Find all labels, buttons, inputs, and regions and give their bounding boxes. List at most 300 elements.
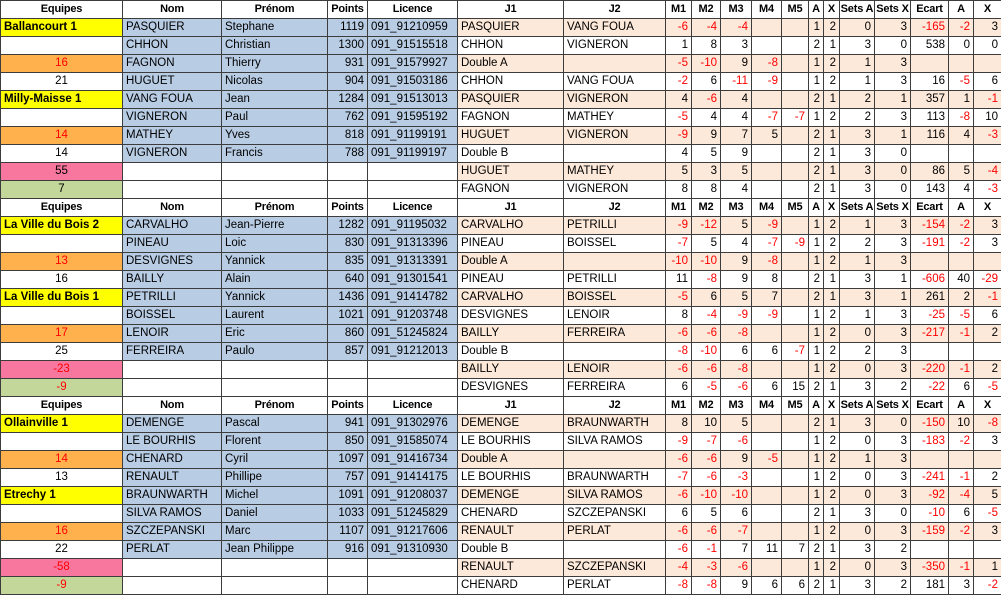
points-cell[interactable]: 1107 — [328, 523, 368, 541]
ecart-a-cell[interactable] — [949, 343, 974, 361]
m2-cell[interactable]: 6 — [692, 289, 721, 307]
m4-cell[interactable] — [752, 91, 782, 109]
sets-a-cell[interactable]: 3 — [840, 541, 875, 559]
prenom-cell[interactable]: Francis — [222, 145, 328, 163]
m1-cell[interactable]: -5 — [666, 289, 692, 307]
sets-x-cell[interactable]: 3 — [875, 487, 911, 505]
m1-cell[interactable]: -7 — [666, 469, 692, 487]
points-cell[interactable]: 1091 — [328, 487, 368, 505]
match-x-cell[interactable]: 2 — [824, 217, 840, 235]
points-cell[interactable]: 1021 — [328, 307, 368, 325]
points-cell[interactable]: 788 — [328, 145, 368, 163]
m3-cell[interactable]: -6 — [721, 559, 752, 577]
column-header-m3[interactable]: M3 — [721, 397, 752, 415]
column-header-a[interactable]: A — [809, 1, 824, 19]
points-cell[interactable]: 1033 — [328, 505, 368, 523]
points-cell[interactable]: 757 — [328, 469, 368, 487]
j1-cell[interactable]: Double B — [458, 541, 564, 559]
licence-cell[interactable]: 091_91313396 — [368, 235, 458, 253]
ecart-x-cell[interactable]: 2 — [974, 325, 1001, 343]
j1-cell[interactable]: CHENARD — [458, 505, 564, 523]
m5-cell[interactable] — [782, 469, 809, 487]
prenom-cell[interactable]: Yannick — [222, 253, 328, 271]
m2-cell[interactable]: 5 — [692, 145, 721, 163]
m1-cell[interactable]: 5 — [666, 163, 692, 181]
column-header-j2[interactable]: J2 — [564, 397, 666, 415]
j2-cell[interactable]: LENOIR — [564, 307, 666, 325]
ecart-x-cell[interactable]: 3 — [974, 217, 1001, 235]
ecart-a-cell[interactable]: 1 — [949, 91, 974, 109]
equipe-cell[interactable]: 7 — [1, 181, 123, 199]
points-cell[interactable]: 1282 — [328, 217, 368, 235]
j1-cell[interactable]: BAILLY — [458, 361, 564, 379]
m2-cell[interactable]: -6 — [692, 469, 721, 487]
ecart-cell[interactable] — [911, 451, 949, 469]
j1-cell[interactable]: CHHON — [458, 73, 564, 91]
j1-cell[interactable]: BAILLY — [458, 325, 564, 343]
licence-cell[interactable]: 091_91302976 — [368, 415, 458, 433]
match-x-cell[interactable]: 2 — [824, 469, 840, 487]
m3-cell[interactable]: -6 — [721, 379, 752, 397]
m5-cell[interactable] — [782, 325, 809, 343]
sets-a-cell[interactable]: 2 — [840, 109, 875, 127]
match-x-cell[interactable]: 1 — [824, 289, 840, 307]
ecart-cell[interactable]: -191 — [911, 235, 949, 253]
sets-a-cell[interactable]: 2 — [840, 91, 875, 109]
m5-cell[interactable] — [782, 127, 809, 145]
m4-cell[interactable] — [752, 37, 782, 55]
m2-cell[interactable]: -4 — [692, 19, 721, 37]
equipe-cell[interactable] — [1, 235, 123, 253]
j1-cell[interactable]: PASQUIER — [458, 91, 564, 109]
m3-cell[interactable]: 6 — [721, 343, 752, 361]
m4-cell[interactable]: 6 — [752, 379, 782, 397]
nom-cell[interactable]: MATHEY — [123, 127, 222, 145]
ecart-cell[interactable]: -159 — [911, 523, 949, 541]
m4-cell[interactable]: 5 — [752, 127, 782, 145]
match-a-cell[interactable]: 2 — [809, 127, 824, 145]
prenom-cell[interactable]: Paulo — [222, 343, 328, 361]
equipe-cell[interactable] — [1, 109, 123, 127]
match-a-cell[interactable]: 2 — [809, 379, 824, 397]
j1-cell[interactable]: FAGNON — [458, 109, 564, 127]
ecart-x-cell[interactable] — [974, 451, 1001, 469]
ecart-cell[interactable]: 538 — [911, 37, 949, 55]
ecart-x-cell[interactable] — [974, 145, 1001, 163]
equipe-cell[interactable]: -58 — [1, 559, 123, 577]
ecart-cell[interactable]: -350 — [911, 559, 949, 577]
ecart-cell[interactable]: 116 — [911, 127, 949, 145]
match-a-cell[interactable]: 1 — [809, 487, 824, 505]
points-cell[interactable]: 830 — [328, 235, 368, 253]
points-cell[interactable]: 1300 — [328, 37, 368, 55]
j1-cell[interactable]: CHENARD — [458, 577, 564, 595]
m1-cell[interactable]: 1 — [666, 37, 692, 55]
sets-x-cell[interactable]: 3 — [875, 235, 911, 253]
equipe-cell[interactable]: 17 — [1, 325, 123, 343]
m4-cell[interactable] — [752, 487, 782, 505]
points-cell[interactable]: 640 — [328, 271, 368, 289]
j2-cell[interactable]: VIGNERON — [564, 37, 666, 55]
licence-cell[interactable]: 091_91313391 — [368, 253, 458, 271]
match-x-cell[interactable]: 2 — [824, 325, 840, 343]
prenom-cell[interactable]: Jean Philippe — [222, 541, 328, 559]
ecart-x-cell[interactable]: 2 — [974, 361, 1001, 379]
column-header-licence[interactable]: Licence — [368, 199, 458, 217]
points-cell[interactable]: 857 — [328, 343, 368, 361]
points-cell[interactable]: 818 — [328, 127, 368, 145]
m5-cell[interactable] — [782, 217, 809, 235]
ecart-cell[interactable]: 143 — [911, 181, 949, 199]
licence-cell[interactable]: 091_51245829 — [368, 505, 458, 523]
column-header-m5[interactable]: M5 — [782, 199, 809, 217]
sets-a-cell[interactable]: 0 — [840, 433, 875, 451]
licence-cell[interactable] — [368, 361, 458, 379]
nom-cell[interactable]: LE BOURHIS — [123, 433, 222, 451]
equipe-cell[interactable]: 16 — [1, 271, 123, 289]
m4-cell[interactable]: -7 — [752, 109, 782, 127]
m4-cell[interactable]: -9 — [752, 73, 782, 91]
ecart-a-cell[interactable]: 2 — [949, 289, 974, 307]
prenom-cell[interactable]: Cyril — [222, 451, 328, 469]
match-x-cell[interactable]: 2 — [824, 253, 840, 271]
match-a-cell[interactable]: 2 — [809, 505, 824, 523]
ecart-x-cell[interactable]: -5 — [974, 379, 1001, 397]
ecart-cell[interactable]: -220 — [911, 361, 949, 379]
m2-cell[interactable]: 10 — [692, 415, 721, 433]
prenom-cell[interactable]: Yves — [222, 127, 328, 145]
j1-cell[interactable]: Double A — [458, 55, 564, 73]
sets-a-cell[interactable]: 0 — [840, 559, 875, 577]
match-a-cell[interactable]: 2 — [809, 37, 824, 55]
sets-x-cell[interactable]: 2 — [875, 379, 911, 397]
j1-cell[interactable]: DEMENGE — [458, 415, 564, 433]
column-header-m5[interactable]: M5 — [782, 1, 809, 19]
m3-cell[interactable]: -10 — [721, 487, 752, 505]
match-x-cell[interactable]: 2 — [824, 487, 840, 505]
match-x-cell[interactable]: 2 — [824, 55, 840, 73]
points-cell[interactable]: 916 — [328, 541, 368, 559]
m2-cell[interactable]: -6 — [692, 91, 721, 109]
match-x-cell[interactable]: 1 — [824, 505, 840, 523]
m1-cell[interactable]: -6 — [666, 325, 692, 343]
prenom-cell[interactable]: Florent — [222, 433, 328, 451]
m5-cell[interactable] — [782, 505, 809, 523]
match-x-cell[interactable]: 2 — [824, 361, 840, 379]
column-header-ecart-x[interactable]: X — [974, 1, 1001, 19]
equipe-cell[interactable] — [1, 37, 123, 55]
column-header-x[interactable]: X — [824, 397, 840, 415]
j2-cell[interactable] — [564, 253, 666, 271]
match-a-cell[interactable]: 1 — [809, 235, 824, 253]
j2-cell[interactable]: VIGNERON — [564, 181, 666, 199]
j2-cell[interactable]: SILVA RAMOS — [564, 487, 666, 505]
j1-cell[interactable]: Double A — [458, 451, 564, 469]
prenom-cell[interactable]: Phillipe — [222, 469, 328, 487]
sets-a-cell[interactable]: 3 — [840, 577, 875, 595]
m1-cell[interactable]: -8 — [666, 577, 692, 595]
points-cell[interactable]: 1119 — [328, 19, 368, 37]
m2-cell[interactable]: 8 — [692, 37, 721, 55]
m3-cell[interactable]: -9 — [721, 307, 752, 325]
nom-cell[interactable]: CHENARD — [123, 451, 222, 469]
j2-cell[interactable]: SZCZEPANSKI — [564, 505, 666, 523]
ecart-a-cell[interactable]: -1 — [949, 361, 974, 379]
column-header-nom[interactable]: Nom — [123, 1, 222, 19]
m3-cell[interactable]: 3 — [721, 37, 752, 55]
sets-x-cell[interactable]: 2 — [875, 541, 911, 559]
m5-cell[interactable] — [782, 307, 809, 325]
m2-cell[interactable]: -5 — [692, 379, 721, 397]
ecart-cell[interactable]: -92 — [911, 487, 949, 505]
column-header-m2[interactable]: M2 — [692, 1, 721, 19]
j1-cell[interactable]: CARVALHO — [458, 217, 564, 235]
nom-cell[interactable]: BOISSEL — [123, 307, 222, 325]
ecart-x-cell[interactable]: -1 — [974, 289, 1001, 307]
ecart-x-cell[interactable] — [974, 541, 1001, 559]
licence-cell[interactable]: 091_91515518 — [368, 37, 458, 55]
match-a-cell[interactable]: 1 — [809, 217, 824, 235]
j1-cell[interactable]: PINEAU — [458, 235, 564, 253]
points-cell[interactable] — [328, 163, 368, 181]
match-a-cell[interactable]: 2 — [809, 91, 824, 109]
m1-cell[interactable]: -6 — [666, 541, 692, 559]
ecart-x-cell[interactable]: 0 — [974, 37, 1001, 55]
ecart-a-cell[interactable]: -2 — [949, 433, 974, 451]
match-x-cell[interactable]: 1 — [824, 127, 840, 145]
ecart-a-cell[interactable] — [949, 55, 974, 73]
m1-cell[interactable]: -9 — [666, 217, 692, 235]
j2-cell[interactable] — [564, 451, 666, 469]
m3-cell[interactable]: -8 — [721, 361, 752, 379]
column-header-ecart[interactable]: Ecart — [911, 397, 949, 415]
m3-cell[interactable]: 9 — [721, 451, 752, 469]
m3-cell[interactable]: 5 — [721, 289, 752, 307]
m4-cell[interactable] — [752, 325, 782, 343]
ecart-cell[interactable]: 113 — [911, 109, 949, 127]
m1-cell[interactable]: 8 — [666, 415, 692, 433]
equipe-cell[interactable]: 25 — [1, 343, 123, 361]
j2-cell[interactable]: VANG FOUA — [564, 19, 666, 37]
m2-cell[interactable]: -10 — [692, 487, 721, 505]
m1-cell[interactable]: -10 — [666, 253, 692, 271]
m4-cell[interactable] — [752, 469, 782, 487]
j1-cell[interactable]: DESVIGNES — [458, 307, 564, 325]
m2-cell[interactable]: -6 — [692, 523, 721, 541]
nom-cell[interactable]: CARVALHO — [123, 217, 222, 235]
column-header-ecart[interactable]: Ecart — [911, 199, 949, 217]
match-x-cell[interactable]: 2 — [824, 523, 840, 541]
prenom-cell[interactable] — [222, 163, 328, 181]
prenom-cell[interactable] — [222, 361, 328, 379]
match-a-cell[interactable]: 2 — [809, 181, 824, 199]
j2-cell[interactable]: SZCZEPANSKI — [564, 559, 666, 577]
ecart-x-cell[interactable] — [974, 343, 1001, 361]
equipe-cell[interactable]: 21 — [1, 73, 123, 91]
nom-cell[interactable]: RENAULT — [123, 469, 222, 487]
points-cell[interactable]: 860 — [328, 325, 368, 343]
ecart-x-cell[interactable]: 5 — [974, 487, 1001, 505]
m2-cell[interactable]: -7 — [692, 433, 721, 451]
m4-cell[interactable] — [752, 361, 782, 379]
match-x-cell[interactable]: 2 — [824, 559, 840, 577]
m1-cell[interactable]: 6 — [666, 505, 692, 523]
match-a-cell[interactable]: 1 — [809, 343, 824, 361]
column-header-sets-a[interactable]: Sets A — [840, 397, 875, 415]
points-cell[interactable] — [328, 559, 368, 577]
column-header-ecart-x[interactable]: X — [974, 199, 1001, 217]
prenom-cell[interactable]: Jean — [222, 91, 328, 109]
m4-cell[interactable]: 8 — [752, 271, 782, 289]
sets-a-cell[interactable]: 3 — [840, 289, 875, 307]
column-header-ecart-a[interactable]: A — [949, 397, 974, 415]
column-header-x[interactable]: X — [824, 1, 840, 19]
match-a-cell[interactable]: 2 — [809, 163, 824, 181]
m1-cell[interactable]: -6 — [666, 361, 692, 379]
m3-cell[interactable]: -7 — [721, 523, 752, 541]
m2-cell[interactable]: 4 — [692, 109, 721, 127]
m4-cell[interactable]: -8 — [752, 55, 782, 73]
nom-cell[interactable]: DESVIGNES — [123, 253, 222, 271]
ecart-cell[interactable]: -154 — [911, 217, 949, 235]
column-header-a[interactable]: A — [809, 397, 824, 415]
column-header-j1[interactable]: J1 — [458, 1, 564, 19]
sets-a-cell[interactable]: 3 — [840, 37, 875, 55]
sets-x-cell[interactable]: 0 — [875, 37, 911, 55]
nom-cell[interactable]: BAILLY — [123, 271, 222, 289]
match-x-cell[interactable]: 1 — [824, 163, 840, 181]
m2-cell[interactable]: -8 — [692, 271, 721, 289]
match-a-cell[interactable]: 1 — [809, 361, 824, 379]
m1-cell[interactable]: -9 — [666, 433, 692, 451]
ecart-cell[interactable]: -150 — [911, 415, 949, 433]
m2-cell[interactable]: 5 — [692, 235, 721, 253]
m5-cell[interactable]: -7 — [782, 343, 809, 361]
m1-cell[interactable]: -6 — [666, 487, 692, 505]
column-header-j1[interactable]: J1 — [458, 199, 564, 217]
m2-cell[interactable]: 6 — [692, 73, 721, 91]
equipe-cell[interactable]: 14 — [1, 145, 123, 163]
prenom-cell[interactable]: Laurent — [222, 307, 328, 325]
equipe-cell[interactable]: La Ville du Bois 2 — [1, 217, 123, 235]
points-cell[interactable]: 931 — [328, 55, 368, 73]
sets-x-cell[interactable]: 1 — [875, 271, 911, 289]
nom-cell[interactable] — [123, 163, 222, 181]
j1-cell[interactable]: HUGUET — [458, 127, 564, 145]
ecart-a-cell[interactable] — [949, 253, 974, 271]
m5-cell[interactable] — [782, 487, 809, 505]
m3-cell[interactable]: 4 — [721, 181, 752, 199]
j1-cell[interactable]: PASQUIER — [458, 19, 564, 37]
prenom-cell[interactable]: Jean-Pierre — [222, 217, 328, 235]
m3-cell[interactable]: 9 — [721, 577, 752, 595]
licence-cell[interactable]: 091_91595192 — [368, 109, 458, 127]
licence-cell[interactable]: 091_91199191 — [368, 127, 458, 145]
nom-cell[interactable]: CHHON — [123, 37, 222, 55]
licence-cell[interactable] — [368, 181, 458, 199]
sets-x-cell[interactable]: 2 — [875, 577, 911, 595]
sets-a-cell[interactable]: 3 — [840, 127, 875, 145]
column-header-j2[interactable]: J2 — [564, 199, 666, 217]
match-a-cell[interactable]: 2 — [809, 289, 824, 307]
prenom-cell[interactable] — [222, 379, 328, 397]
m3-cell[interactable]: 7 — [721, 541, 752, 559]
nom-cell[interactable] — [123, 379, 222, 397]
ecart-a-cell[interactable]: 4 — [949, 127, 974, 145]
j2-cell[interactable]: BRAUNWARTH — [564, 415, 666, 433]
m2-cell[interactable]: -10 — [692, 55, 721, 73]
sets-x-cell[interactable]: 3 — [875, 361, 911, 379]
points-cell[interactable] — [328, 181, 368, 199]
match-x-cell[interactable]: 1 — [824, 37, 840, 55]
prenom-cell[interactable]: Pascal — [222, 415, 328, 433]
ecart-cell[interactable]: -22 — [911, 379, 949, 397]
licence-cell[interactable] — [368, 559, 458, 577]
nom-cell[interactable]: HUGUET — [123, 73, 222, 91]
ecart-cell[interactable] — [911, 541, 949, 559]
match-a-cell[interactable]: 1 — [809, 307, 824, 325]
ecart-cell[interactable]: 357 — [911, 91, 949, 109]
j1-cell[interactable]: RENAULT — [458, 559, 564, 577]
m2-cell[interactable]: -6 — [692, 451, 721, 469]
m3-cell[interactable]: 4 — [721, 235, 752, 253]
j2-cell[interactable]: BOISSEL — [564, 289, 666, 307]
sets-x-cell[interactable]: 0 — [875, 505, 911, 523]
sets-a-cell[interactable]: 0 — [840, 19, 875, 37]
column-header-nom[interactable]: Nom — [123, 199, 222, 217]
ecart-a-cell[interactable]: -5 — [949, 307, 974, 325]
ecart-x-cell[interactable]: 2 — [974, 469, 1001, 487]
ecart-x-cell[interactable]: 6 — [974, 73, 1001, 91]
column-header-j1[interactable]: J1 — [458, 397, 564, 415]
equipe-cell[interactable]: -9 — [1, 379, 123, 397]
prenom-cell[interactable] — [222, 181, 328, 199]
m5-cell[interactable] — [782, 559, 809, 577]
equipe-cell[interactable]: 16 — [1, 55, 123, 73]
m4-cell[interactable] — [752, 433, 782, 451]
match-a-cell[interactable]: 1 — [809, 109, 824, 127]
nom-cell[interactable]: BRAUNWARTH — [123, 487, 222, 505]
ecart-cell[interactable]: -217 — [911, 325, 949, 343]
m4-cell[interactable]: -9 — [752, 217, 782, 235]
j1-cell[interactable]: DESVIGNES — [458, 379, 564, 397]
equipe-cell[interactable]: La Ville du Bois 1 — [1, 289, 123, 307]
ecart-a-cell[interactable] — [949, 541, 974, 559]
points-cell[interactable]: 904 — [328, 73, 368, 91]
prenom-cell[interactable]: Paul — [222, 109, 328, 127]
ecart-cell[interactable] — [911, 55, 949, 73]
licence-cell[interactable]: 091_51245824 — [368, 325, 458, 343]
match-a-cell[interactable]: 1 — [809, 55, 824, 73]
m5-cell[interactable] — [782, 415, 809, 433]
column-header-prenom[interactable]: Prénom — [222, 199, 328, 217]
column-header-prenom[interactable]: Prénom — [222, 397, 328, 415]
m5-cell[interactable] — [782, 253, 809, 271]
m2-cell[interactable]: -12 — [692, 217, 721, 235]
m3-cell[interactable]: -11 — [721, 73, 752, 91]
licence-cell[interactable]: 091_91414782 — [368, 289, 458, 307]
match-a-cell[interactable]: 2 — [809, 541, 824, 559]
licence-cell[interactable]: 091_91414175 — [368, 469, 458, 487]
prenom-cell[interactable]: Thierry — [222, 55, 328, 73]
column-header-ecart-a[interactable]: A — [949, 199, 974, 217]
sets-x-cell[interactable]: 3 — [875, 307, 911, 325]
ecart-x-cell[interactable]: 1 — [974, 559, 1001, 577]
sets-x-cell[interactable]: 3 — [875, 325, 911, 343]
j2-cell[interactable]: VANG FOUA — [564, 73, 666, 91]
match-a-cell[interactable]: 1 — [809, 451, 824, 469]
points-cell[interactable]: 835 — [328, 253, 368, 271]
